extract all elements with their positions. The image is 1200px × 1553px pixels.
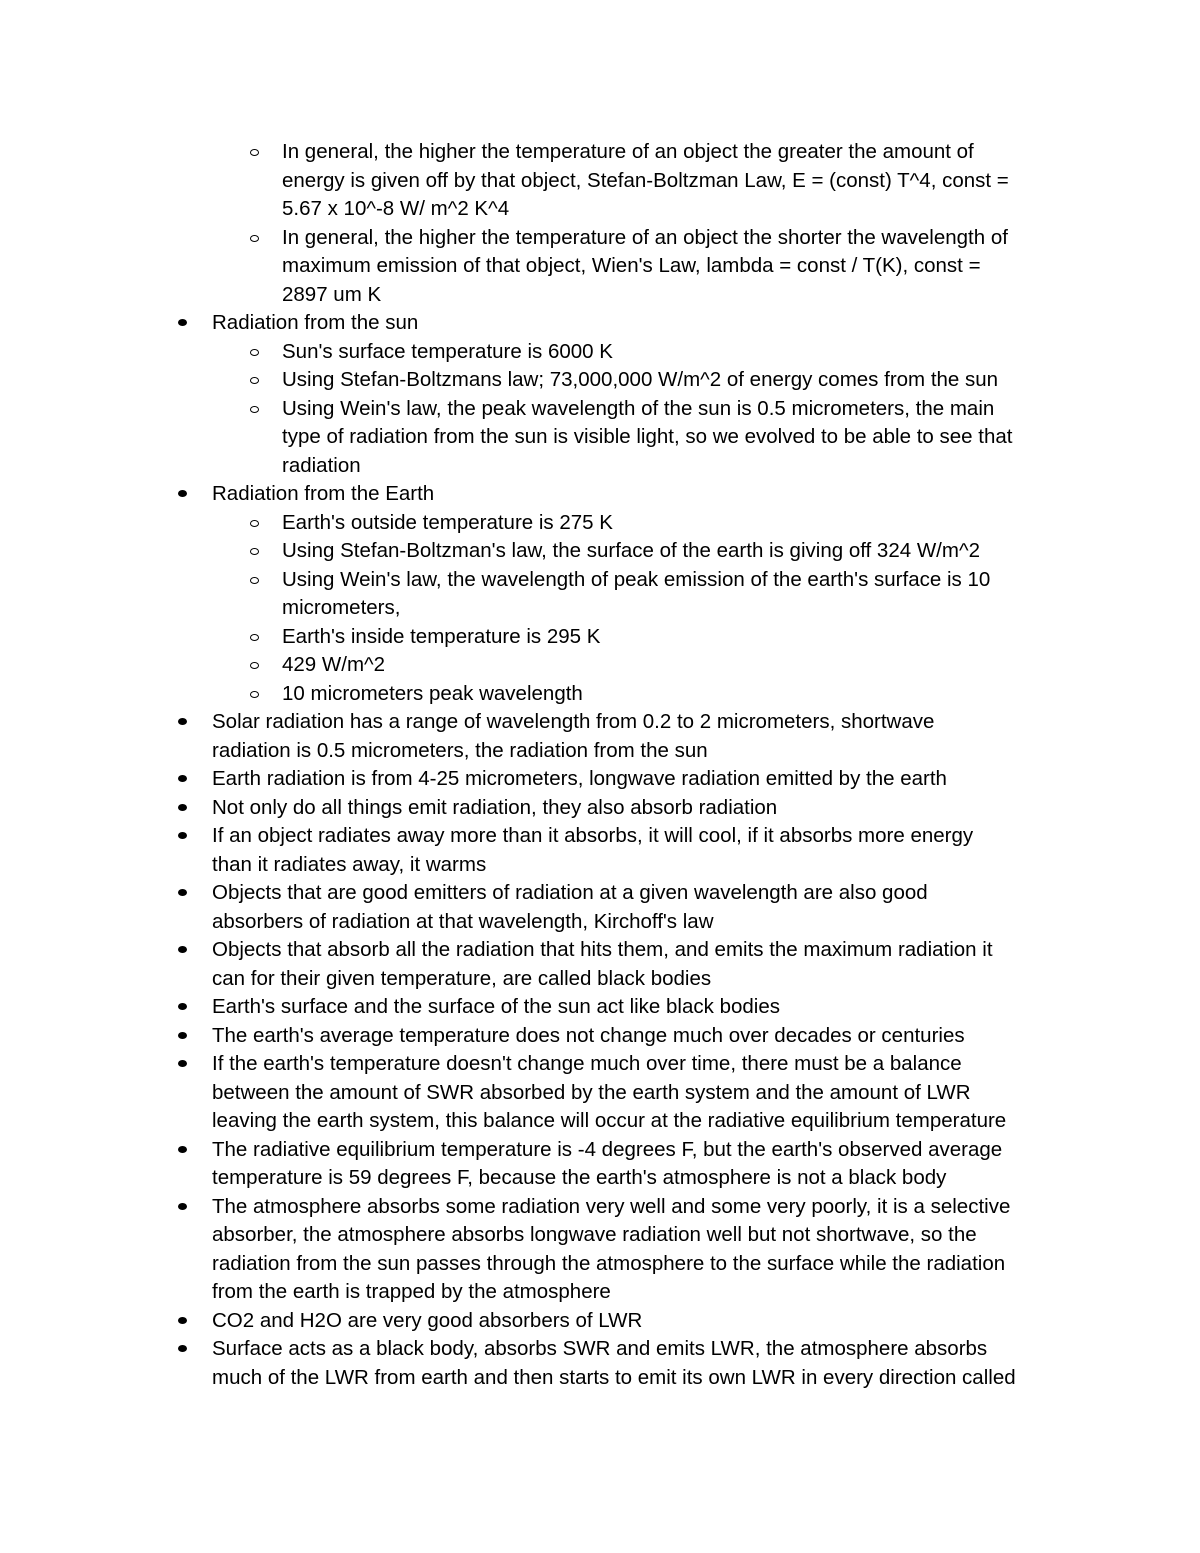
list-item-line: Sun's surface temperature is 6000 K bbox=[282, 339, 613, 363]
list-item-line: Objects that are good emitters of radiation at a given wavelength are also good bbox=[212, 881, 928, 904]
list-item-line: If the earth's temperature doesn't change much over time, there must be a balance bbox=[212, 1052, 962, 1075]
list-item-line: The earth's average temperature does not change much over decades or centuries bbox=[212, 1023, 965, 1047]
sub-list-item bbox=[0, 651, 1072, 680]
list-item bbox=[0, 1335, 1072, 1392]
list-item-line: Not only do all things emit radiation, they also absorb radiation bbox=[212, 795, 778, 819]
list-item bbox=[0, 1050, 1072, 1136]
list-item-line: radiation is 0.5 micrometers, the radiation from the sun bbox=[212, 738, 708, 762]
list-item-line: Using Wein's law, the peak wavelength of the sun is 0.5 micrometers, the main bbox=[282, 396, 995, 420]
list-item-line: Radiation from the Earth bbox=[212, 482, 435, 505]
sub-list-item bbox=[0, 395, 1072, 481]
filled-bullet-icon bbox=[178, 718, 187, 725]
list-item bbox=[0, 794, 1072, 823]
sub-list-item bbox=[0, 537, 1072, 566]
list-item bbox=[0, 993, 1072, 1022]
filled-bullet-icon bbox=[178, 1345, 187, 1352]
hollow-bullet-icon bbox=[250, 691, 259, 698]
list-item-line: Earth's inside temperature is 295 K bbox=[282, 624, 601, 648]
list-item-line: Earth's outside temperature is 275 K bbox=[282, 510, 613, 534]
filled-bullet-icon bbox=[178, 319, 187, 326]
list-item-line: Objects that absorb all the radiation that hits them, and emits the maximum radiation it bbox=[212, 938, 993, 961]
list-item-line: leaving the earth system, this balance will occur at the radiative equilibrium temperature bbox=[212, 1109, 1007, 1132]
filled-bullet-icon bbox=[178, 804, 187, 811]
list-item-line: much of the LWR from earth and then starts to emit its own LWR in every direction called bbox=[212, 1365, 1016, 1389]
bullet-list bbox=[0, 138, 1200, 1392]
list-item-line: absorber, the atmosphere absorbs longwave radiation well but not shortwave, so the bbox=[212, 1223, 977, 1246]
list-item-line: can for their given temperature, are called black bodies bbox=[212, 966, 712, 990]
hollow-bullet-icon bbox=[250, 149, 259, 156]
filled-bullet-icon bbox=[178, 1060, 187, 1067]
list-item-line: micrometers, bbox=[282, 596, 401, 619]
list-item-line: Earth radiation is from 4-25 micrometers, longwave radiation emitted by the earth bbox=[212, 767, 947, 790]
list-item bbox=[0, 879, 1072, 936]
hollow-bullet-icon bbox=[250, 235, 259, 242]
list-item-line: type of radiation from the sun is visible light, so we evolved to be able to see that bbox=[282, 425, 1013, 448]
filled-bullet-icon bbox=[178, 1146, 187, 1153]
sub-list-item bbox=[0, 680, 1072, 709]
hollow-bullet-icon bbox=[250, 377, 259, 384]
list-item-line: energy is given off by that object, Stefan-Boltzman Law, E = (const) T^4, const = bbox=[282, 168, 1009, 192]
list-item-line: CO2 and H2O are very good absorbers of LWR bbox=[212, 1308, 643, 1332]
list-item bbox=[0, 1193, 1072, 1307]
sub-list-item bbox=[0, 623, 1072, 652]
hollow-bullet-icon bbox=[250, 662, 259, 669]
list-item-line: Solar radiation has a range of wavelength from 0.2 to 2 micrometers, shortwave bbox=[212, 710, 935, 733]
sub-list-item bbox=[0, 566, 1072, 623]
list-item bbox=[0, 765, 1072, 794]
filled-bullet-icon bbox=[178, 490, 187, 497]
list-item bbox=[0, 1022, 1072, 1051]
list-item bbox=[0, 309, 1072, 338]
hollow-bullet-icon bbox=[250, 634, 259, 641]
sub-list-item bbox=[0, 509, 1072, 538]
filled-bullet-icon bbox=[178, 1203, 187, 1210]
list-item-line: from the earth is trapped by the atmosphere bbox=[212, 1280, 611, 1303]
list-item-line: Using Stefan-Boltzman's law, the surface of the earth is giving off 324 W/m^2 bbox=[282, 539, 980, 562]
list-item-line: 2897 um K bbox=[282, 282, 382, 306]
list-item-line: If an object radiates away more than it absorbs, it will cool, if it absorbs more energy bbox=[212, 824, 974, 847]
list-item-line: temperature is 59 degrees F, because the earth's atmosphere is not a black body bbox=[212, 1166, 947, 1189]
sub-list-item bbox=[0, 224, 1072, 310]
list-item bbox=[0, 822, 1072, 879]
filled-bullet-icon bbox=[178, 775, 187, 782]
list-item-line: Using Wein's law, the wavelength of peak emission of the earth's surface is 10 bbox=[282, 567, 991, 591]
list-item-line: 429 W/m^2 bbox=[282, 653, 386, 676]
hollow-bullet-icon bbox=[250, 406, 259, 413]
list-item-line: Radiation from the sun bbox=[212, 311, 419, 334]
list-item-line: In general, the higher the temperature of an object the shorter the wavelength of bbox=[282, 225, 1008, 249]
list-item-line: In general, the higher the temperature of an object the greater the amount of bbox=[282, 140, 974, 163]
filled-bullet-icon bbox=[178, 832, 187, 839]
list-item-line: between the amount of SWR absorbed by the earth system and the amount of LWR bbox=[212, 1080, 971, 1104]
filled-bullet-icon bbox=[178, 1317, 187, 1324]
filled-bullet-icon bbox=[178, 1032, 187, 1039]
list-item-line: 5.67 x 10^-8 W/ m^2 K^4 bbox=[282, 197, 510, 220]
sub-list-item bbox=[0, 338, 1072, 367]
list-item-line: than it radiates away, it warms bbox=[212, 852, 487, 876]
list-item bbox=[0, 708, 1072, 765]
list-item-line: Using Stefan-Boltzmans law; 73,000,000 W/m^2 of energy comes from the sun bbox=[282, 368, 999, 391]
hollow-bullet-icon bbox=[250, 349, 259, 356]
list-item-line: The radiative equilibrium temperature is -4 degrees F, but the earth's observed average bbox=[212, 1137, 1003, 1161]
list-item-line: maximum emission of that object, Wien's Law, lambda = const / T(K), const = bbox=[282, 254, 981, 277]
filled-bullet-icon bbox=[178, 889, 187, 896]
filled-bullet-icon bbox=[178, 1003, 187, 1010]
hollow-bullet-icon bbox=[250, 548, 259, 555]
list-item bbox=[0, 1307, 1072, 1336]
list-item-line: radiation from the sun passes through the atmosphere to the surface while the radiation bbox=[212, 1251, 1006, 1275]
list-item bbox=[0, 936, 1072, 993]
filled-bullet-icon bbox=[178, 946, 187, 953]
hollow-bullet-icon bbox=[250, 520, 259, 527]
sub-list-item bbox=[0, 138, 1072, 224]
list-item-line: absorbers of radiation at that wavelength, Kirchoff's law bbox=[212, 909, 714, 933]
list-item bbox=[0, 480, 1072, 509]
list-item-line: 10 micrometers peak wavelength bbox=[282, 681, 583, 705]
list-item-line: Surface acts as a black body, absorbs SWR and emits LWR, the atmosphere absorbs bbox=[212, 1337, 988, 1360]
list-item-line: radiation bbox=[282, 453, 361, 477]
list-item bbox=[0, 1136, 1072, 1193]
list-item-line: The atmosphere absorbs some radiation very well and some very poorly, it is a selective bbox=[212, 1194, 1011, 1218]
list-item-line: Earth's surface and the surface of the sun act like black bodies bbox=[212, 995, 780, 1018]
sub-list-item bbox=[0, 366, 1072, 395]
hollow-bullet-icon bbox=[250, 577, 259, 584]
